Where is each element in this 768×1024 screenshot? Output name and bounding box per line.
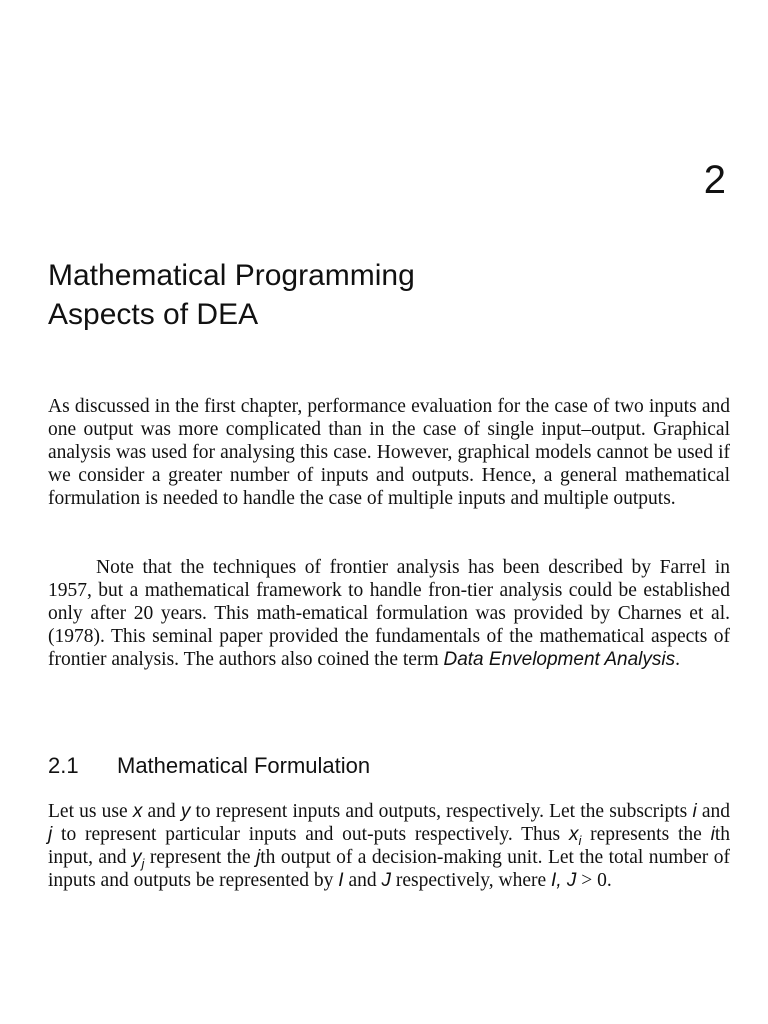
text-segment: and xyxy=(343,870,382,891)
paragraph-history xyxy=(48,556,730,671)
chapter-number: 2 xyxy=(703,158,726,202)
paragraph-history-text: Note that the techniques of frontier analysis has been described by Farrel in 1957, but a mathematical framework to handle fron-tier analysis could be established only after 20 years. This math-ematical formulation was provided by Charnes et al. (1978). This seminal paper provided the fundamentals of the mathematical aspects of frontier analysis. The authors also coined the term xyxy=(48,557,730,670)
symbol-xi-base: x xyxy=(568,824,579,845)
symbol-x: x xyxy=(132,801,143,822)
symbol-yj-base: y xyxy=(132,847,142,868)
symbol-xi xyxy=(568,824,582,848)
chapter-title xyxy=(48,256,728,334)
section-title: Mathematical Formulation xyxy=(117,753,371,778)
symbol-yj xyxy=(132,847,145,871)
paragraph-history-end: . xyxy=(675,649,680,670)
text-segment: > 0. xyxy=(576,870,612,891)
text-segment: th input, and xyxy=(48,824,730,868)
symbol-jth: j xyxy=(256,847,261,868)
text-segment: and xyxy=(696,801,730,822)
text-segment: and xyxy=(142,801,181,822)
symbol-i-j: I, J xyxy=(551,870,577,891)
chapter-title-line-2: Aspects of DEA xyxy=(48,298,259,331)
paragraph-intro: As discussed in the first chapter, performance evaluation for the case of two inputs and one output was more complicated than in the case of single input–output. Graphical analysis was used for analysing this case. However, graphical models cannot be used if we consider a greater number of inputs and outputs. Hence, a general mathematical formulation is needed to handle the case of multiple inputs and multiple outputs. xyxy=(48,396,730,509)
section-number: 2.1 xyxy=(48,753,79,778)
symbol-xi-subscript: i xyxy=(578,832,582,848)
term-dea: Data Envelopment Analysis xyxy=(443,649,676,670)
text-segment: represents the xyxy=(581,824,711,845)
symbol-i: i xyxy=(692,801,697,822)
text-segment: Let us use xyxy=(48,801,133,822)
symbol-j: j xyxy=(48,824,53,845)
text-segment: th output of a decision-making unit. Let the total number of inputs and outputs be represented by xyxy=(48,847,730,891)
text-segment: respectively, where xyxy=(390,870,552,891)
symbol-y: y xyxy=(180,801,191,822)
symbol-ith: i xyxy=(710,824,715,845)
section-heading xyxy=(48,752,728,780)
symbol-total-outputs: J xyxy=(381,870,391,891)
symbol-total-inputs: I xyxy=(338,870,344,891)
text-segment: to represent inputs and outputs, respectively. Let the subscripts xyxy=(190,801,693,822)
text-segment: represent the xyxy=(144,847,256,868)
chapter-title-line-1: Mathematical Programming xyxy=(48,259,415,292)
paragraph-formulation xyxy=(48,800,730,892)
symbol-yj-subscript: j xyxy=(141,855,145,871)
text-segment: to represent particular inputs and out-puts respectively. Thus xyxy=(52,824,569,845)
